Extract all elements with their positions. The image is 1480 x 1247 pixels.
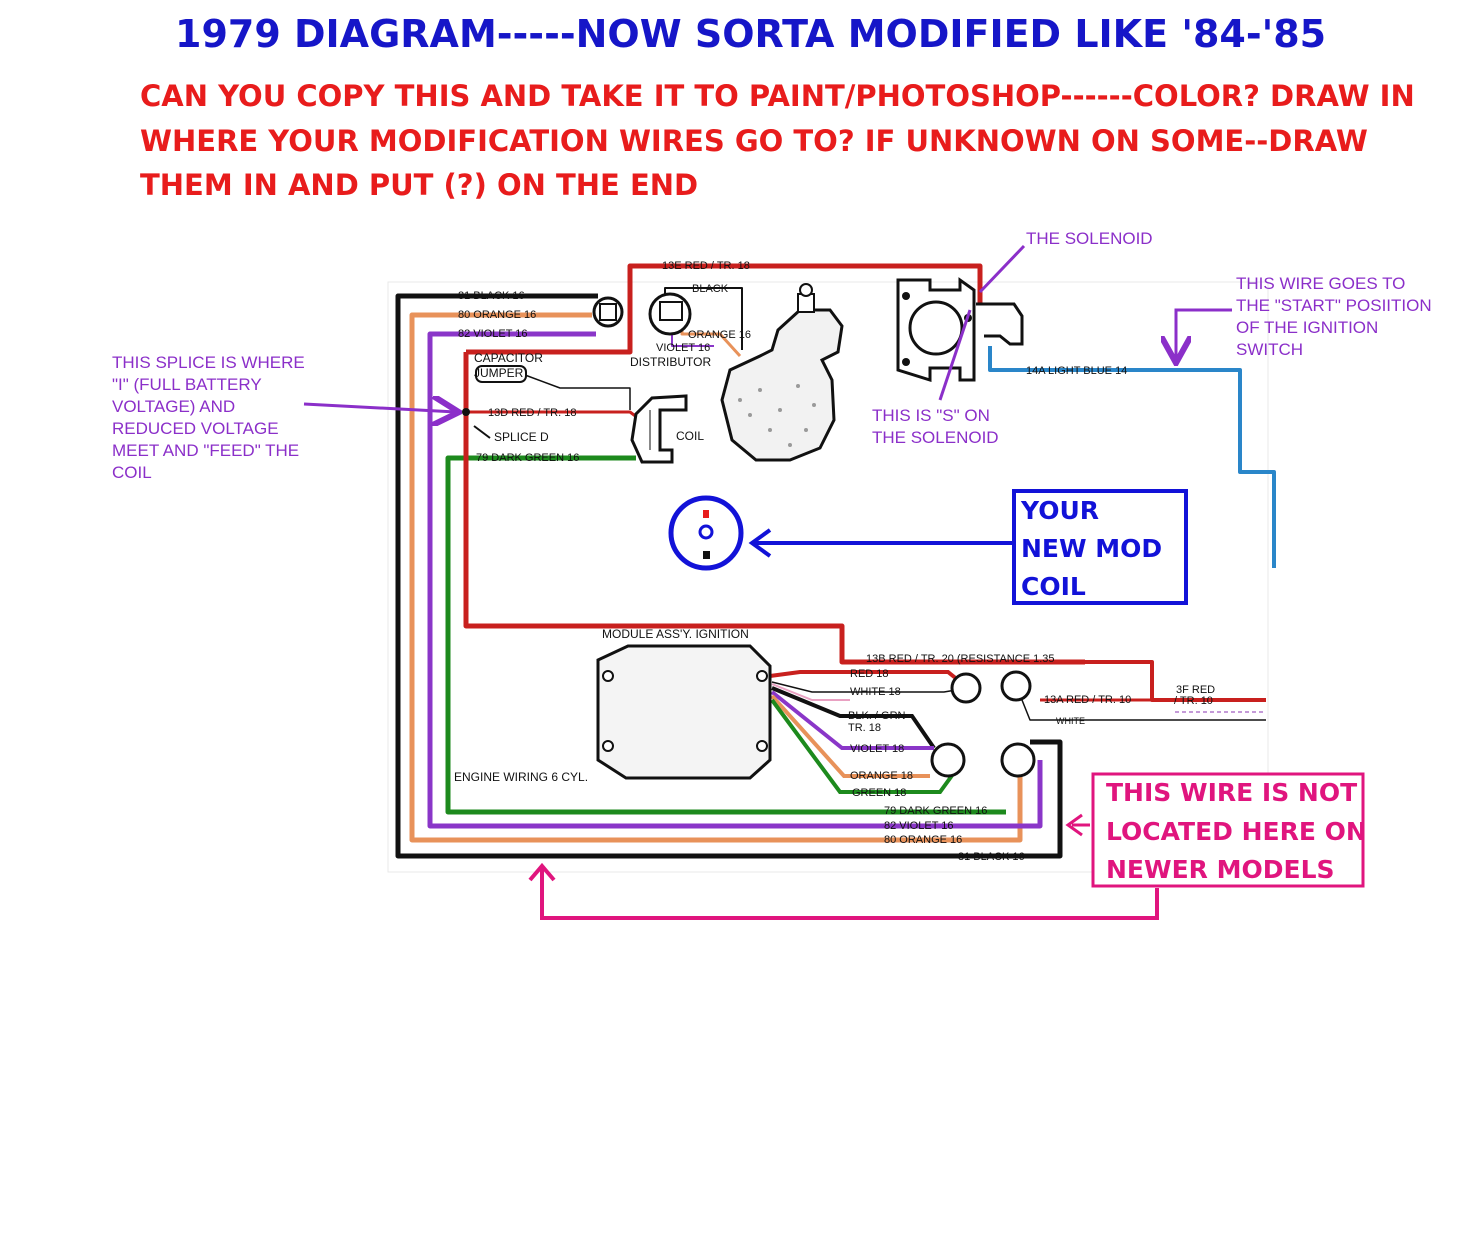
label-tr18: TR. 18 bbox=[848, 722, 882, 734]
label-13a: 13A RED / TR. 10 bbox=[1044, 694, 1132, 706]
splice-note-line-3: VOLTAGE) AND bbox=[112, 397, 236, 416]
label-blkgrn: BLK. / GRN bbox=[848, 710, 906, 722]
new-coil-text-line-2: NEW MOD bbox=[1021, 534, 1163, 563]
label-capacitor: CAPACITOR bbox=[474, 351, 543, 365]
label-red18: RED 18 bbox=[850, 668, 889, 680]
connector-module-a bbox=[952, 674, 980, 702]
instruction-line-3: THEM IN AND PUT (?) ON THE END bbox=[140, 168, 699, 202]
diagram-title: 1979 DIAGRAM-----NOW SORTA MODIFIED LIKE '84-'85 bbox=[175, 12, 1327, 56]
label-13b: 13B RED / TR. 20 (RESISTANCE 1.35 bbox=[866, 653, 1055, 665]
splice-note-line-1: THIS SPLICE IS WHERE bbox=[112, 353, 305, 372]
start-note-line-1: THIS WIRE GOES TO bbox=[1236, 274, 1406, 293]
label-80-top: 80 ORANGE 16 bbox=[458, 309, 537, 321]
label-82-bot: 82 VIOLET 16 bbox=[884, 820, 954, 832]
label-orange18: ORANGE 18 bbox=[850, 770, 913, 782]
start-note-line-4: SWITCH bbox=[1236, 340, 1304, 359]
instruction-line-1: CAN YOU COPY THIS AND TAKE IT TO PAINT/PHOTOSHOP------COLOR? DRAW IN bbox=[140, 79, 1415, 113]
label-distributor: DISTRIBUTOR bbox=[630, 355, 712, 369]
label-violet16-dist: VIOLET 16 bbox=[656, 342, 711, 354]
solenoid-note: THE SOLENOID bbox=[1026, 229, 1153, 248]
new-coil-text-line-1: YOUR bbox=[1021, 496, 1100, 525]
connector-module-b bbox=[1002, 672, 1030, 700]
splice-note-line-6: COIL bbox=[112, 463, 152, 482]
splice-note-line-4: REDUCED VOLTAGE bbox=[112, 419, 279, 438]
label-79-top: 79 DARK GREEN 16 bbox=[476, 452, 580, 464]
label-white: WHITE bbox=[1056, 716, 1085, 726]
label-13d: 13D RED / TR. 18 bbox=[488, 407, 577, 419]
label-splice-d: SPLICE D bbox=[494, 430, 549, 444]
start-note-line-2: THE "START" POSIITION bbox=[1236, 296, 1432, 315]
label-black: BLACK bbox=[692, 283, 729, 295]
label-79-bot: 79 DARK GREEN 16 bbox=[884, 805, 988, 817]
newer-models-line-1: THIS WIRE IS NOT bbox=[1106, 778, 1358, 807]
splice-note-line-5: MEET AND "FEED" THE bbox=[112, 441, 300, 460]
label-violet18: VIOLET 18 bbox=[850, 743, 905, 755]
label-white18: WHITE 18 bbox=[850, 686, 901, 698]
connector-module-d bbox=[1002, 744, 1034, 776]
label-82-top: 82 VIOLET 16 bbox=[458, 328, 528, 340]
label-3f-line2: / TR. 10 bbox=[1174, 695, 1213, 707]
s-terminal-note-line-2: THE SOLENOID bbox=[872, 428, 999, 447]
label-coil: COIL bbox=[676, 429, 705, 443]
instruction-line-2: WHERE YOUR MODIFICATION WIRES GO TO? IF UNKNOWN ON SOME--DRAW bbox=[140, 124, 1368, 158]
harness-connector-top bbox=[594, 298, 622, 326]
new-coil-text-line-3: COIL bbox=[1021, 572, 1086, 601]
label-13e: 13E RED / TR. 18 bbox=[662, 260, 750, 272]
connector-module-c bbox=[932, 744, 964, 776]
new-coil-positive-terminal bbox=[703, 510, 709, 518]
label-module: MODULE ASS'Y. IGNITION bbox=[602, 627, 749, 641]
start-note-line-3: OF THE IGNITION bbox=[1236, 318, 1379, 337]
label-engine-wiring: ENGINE WIRING 6 CYL. bbox=[454, 770, 589, 784]
splice-note-line-2: "I" (FULL BATTERY bbox=[112, 375, 262, 394]
distributor-connector bbox=[650, 294, 690, 334]
label-81-top: 81 BLACK 16 bbox=[458, 290, 525, 302]
label-orange16-dist: ORANGE 16 bbox=[688, 329, 751, 341]
label-jumper: JUMPER bbox=[474, 366, 524, 380]
ignition-module bbox=[598, 646, 770, 778]
label-81-bot: 81 BLACK 16 bbox=[958, 851, 1025, 863]
newer-models-line-2: LOCATED HERE ON bbox=[1106, 817, 1367, 846]
label-80-bot: 80 ORANGE 16 bbox=[884, 834, 963, 846]
new-coil-negative-terminal bbox=[703, 551, 710, 559]
new-coil-tower bbox=[700, 526, 712, 538]
newer-models-return-line bbox=[542, 868, 1157, 918]
s-terminal-note-line-1: THIS IS "S" ON bbox=[872, 406, 990, 425]
label-14a: 14A LIGHT BLUE 14 bbox=[1026, 365, 1128, 377]
label-3f-line1: 3F RED bbox=[1176, 684, 1216, 696]
splice-d-point bbox=[462, 408, 470, 416]
newer-models-line-3: NEWER MODELS bbox=[1106, 855, 1335, 884]
label-green18: GREEN 18 bbox=[852, 787, 907, 799]
